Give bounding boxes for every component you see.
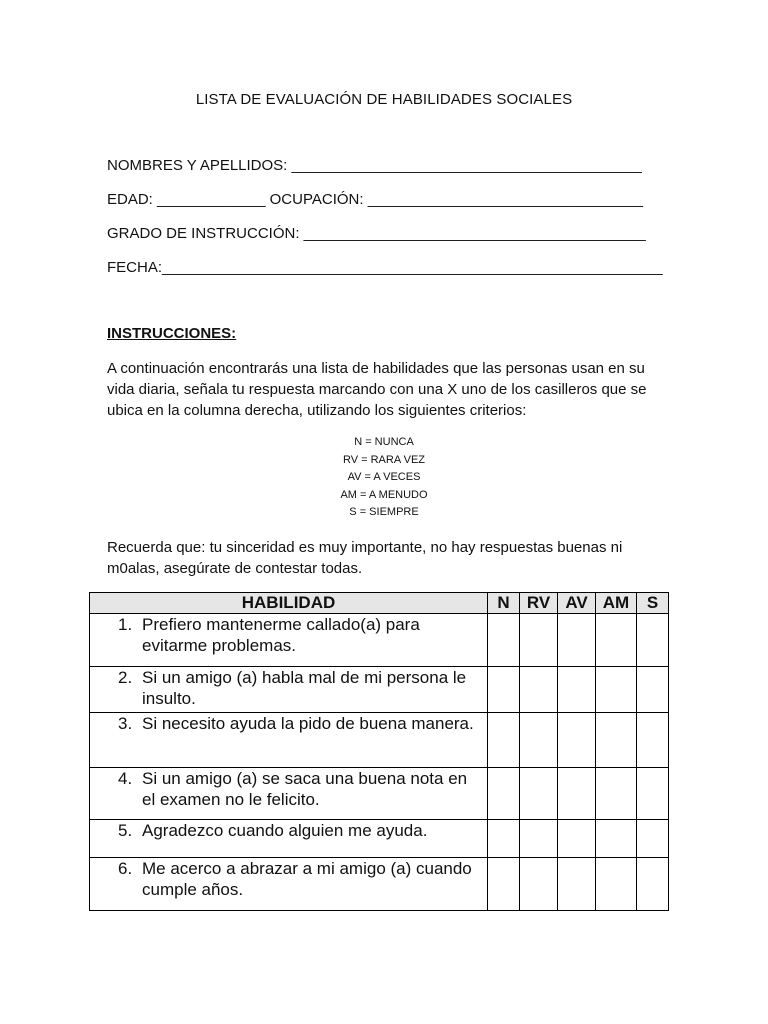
checkbox-rv[interactable] (520, 614, 558, 667)
checkbox-am[interactable] (596, 858, 637, 911)
checkbox-av[interactable] (558, 768, 596, 820)
checkbox-s[interactable] (637, 614, 669, 667)
table-row (90, 713, 669, 768)
reminder-text: Recuerda que: tu sinceridad es muy importante, no hay respuestas buenas ni m0alas, asegúrate de contestar todas. (107, 539, 623, 577)
checkbox-n[interactable] (488, 614, 520, 667)
checkbox-s[interactable] (637, 667, 669, 713)
checkbox-n[interactable] (488, 713, 520, 768)
header-am: AM (596, 593, 637, 614)
item-text: Si necesito ayuda la pido de buena manera. (142, 714, 474, 733)
skills-table (89, 592, 669, 911)
item-number: 1. (118, 615, 133, 634)
item-text: Si un amigo (a) se saca una buena nota en el examen no le felicito. (142, 769, 468, 809)
skill-cell (90, 768, 488, 820)
table-header-row (90, 593, 669, 614)
date-field[interactable]: FECHA:____________________________________________________________ (107, 259, 663, 276)
skill-cell (90, 713, 488, 768)
criteria-item: N = NUNCA (354, 436, 414, 448)
table-row (90, 820, 669, 858)
checkbox-am[interactable] (596, 820, 637, 858)
checkbox-am[interactable] (596, 667, 637, 713)
header-av: AV (558, 593, 596, 614)
checkbox-av[interactable] (558, 858, 596, 911)
instructions-body: A continuación encontrarás una lista de habilidades que las personas usan en su vida diaria, señala tu respuesta marcando con una X uno de los casilleros que se ubica en la columna derecha, utilizando los siguientes criterios: (107, 360, 647, 419)
table-row (90, 858, 669, 911)
checkbox-rv[interactable] (520, 858, 558, 911)
checkbox-am[interactable] (596, 614, 637, 667)
checkbox-n[interactable] (488, 667, 520, 713)
skill-cell (90, 667, 488, 713)
criteria-item: S = SIEMPRE (349, 506, 419, 518)
checkbox-s[interactable] (637, 858, 669, 911)
item-number: 6. (118, 859, 133, 878)
header-rv: RV (520, 593, 558, 614)
checkbox-rv[interactable] (520, 768, 558, 820)
checkbox-s[interactable] (637, 713, 669, 768)
table-row (90, 614, 669, 667)
item-text: Si un amigo (a) habla mal de mi persona le insulto. (142, 668, 467, 708)
checkbox-n[interactable] (488, 768, 520, 820)
criteria-item: AM = A MENUDO (340, 488, 428, 501)
item-number: 5. (118, 821, 133, 840)
checkbox-am[interactable] (596, 768, 637, 820)
checkbox-rv[interactable] (520, 713, 558, 768)
skill-cell (90, 820, 488, 858)
education-field[interactable]: GRADO DE INSTRUCCIÓN: _________________________________________ (107, 225, 646, 242)
skill-cell (90, 858, 488, 911)
table-row (90, 768, 669, 820)
checkbox-av[interactable] (558, 667, 596, 713)
checkbox-s[interactable] (637, 820, 669, 858)
item-number: 4. (118, 769, 133, 788)
criteria-item: AV = A VECES (347, 471, 421, 483)
criteria-item: RV = RARA VEZ (342, 453, 426, 466)
item-text: Me acerco a abrazar a mi amigo (a) cuando cumple años. (142, 859, 472, 899)
item-text: Agradezco cuando alguien me ayuda. (142, 821, 428, 840)
skill-cell (90, 614, 488, 667)
table-row (90, 667, 669, 713)
checkbox-av[interactable] (558, 614, 596, 667)
instructions-heading: INSTRUCCIONES: (107, 325, 237, 342)
checkbox-av[interactable] (558, 820, 596, 858)
item-number: 2. (118, 668, 133, 687)
checkbox-s[interactable] (637, 768, 669, 820)
header-s: S (637, 593, 669, 614)
item-text: Prefiero mantenerme callado(a) para evitarme problemas. (142, 615, 420, 655)
names-field[interactable]: NOMBRES Y APELLIDOS: __________________________________________ (107, 157, 642, 174)
age-occupation-field[interactable]: EDAD: _____________ OCUPACIÓN: _________________________________ (107, 191, 643, 208)
checkbox-av[interactable] (558, 713, 596, 768)
checkbox-rv[interactable] (520, 820, 558, 858)
header-habilidad: HABILIDAD (90, 593, 488, 614)
checkbox-n[interactable] (488, 858, 520, 911)
checkbox-n[interactable] (488, 820, 520, 858)
criteria-list (0, 434, 768, 522)
checkbox-rv[interactable] (520, 667, 558, 713)
checkbox-am[interactable] (596, 713, 637, 768)
header-n: N (488, 593, 520, 614)
item-number: 3. (118, 714, 133, 733)
page-title: LISTA DE EVALUACIÓN DE HABILIDADES SOCIALES (195, 91, 573, 108)
